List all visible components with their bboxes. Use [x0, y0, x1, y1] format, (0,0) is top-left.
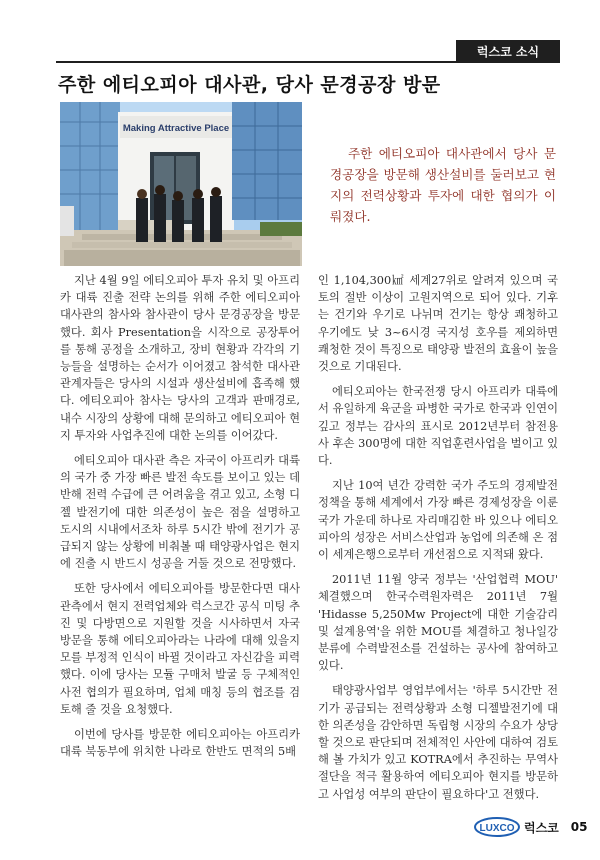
- article-paragraph: 인 1,104,300㎢ 세계27위로 알려져 있으며 국토의 절반 이상이 고원지역으로 되어 있다. 기후는 건기와 우기로 나뉘며 건기는 항상 쾌청하고 우기에도 낮 3~6시경 국지성 호우를 제외하면 쾌청한 것이 특징으로 태양광 발전의 효율이 높을 것으로 기대된다.: [318, 274, 558, 374]
- footer-brand-name: 럭스코: [524, 820, 559, 835]
- article-paragraph: 또한 당사에서 에티오피아를 방문한다면 대사관측에서 현지 전력업체와 럭스코간 공식 미팅 추진 및 다방면으로 지원할 것을 시사하면서 자국 방문을 통해 에티오피아라는 나라에 대해 있을지 모를 부정적 인식이 바뀔 것이라고 자신감을 피력했다. 이에 당사는 모듈 구매처 발굴 등 구체적인 사전 협의가 필요하며, 업체 매칭 등의 협조를 검토해 줄 것을 요청했다.: [60, 582, 300, 716]
- photo-sign-text: Making Attractive Place: [122, 123, 230, 134]
- photo-caption: 주한 에티오피아 대사관에서 당사 문경공장을 방문해 생산설비를 둘러보고 현지의 전력상황과 투자에 대한 협의가 이뤄졌다.: [330, 146, 556, 224]
- article-paragraph: 태양광사업부 영업부에서는 '하루 5시간만 전기가 공급되는 전력상황과 소형 디젤발전기에 대한 의존성을 감안하면 독립형 시장의 수요가 상당할 것으로 판단되며 전체적인 사안에 대하여 검토해 볼 가치가 있고 KOTRA에서 추진하는 무역사절단을 적극 활용하여 에티오피아 현지를 방문하고 사업성 여부의 판단이 필요하다'고 전했다.: [318, 684, 558, 801]
- section-label: 럭스코 소식: [456, 40, 560, 62]
- page-footer: [474, 816, 587, 838]
- article-right-column: [318, 272, 558, 811]
- article-paragraph: 지난 4월 9일 에티오피아 투자 유치 및 아프리카 대륙 진출 전략 논의를 위해 주한 에티오피아 대사관의 참사와 참사관이 당사 문경공장을 방문했다. 회사 Presentation을 시작으로 공장투어를 통해 공정을 소개하고, 장비 현황과 각각의 기능들을 설명하는 순서가 이어졌고 참석한 대사관 관계자들은 당사의 시설과 생산설비에 흡족해 했다. 에티오피아 참사는 당사의 고객과 판매경로, 내수 시장의 상황에 대해 문의하고 에티오피아 현지 투자와 사업추진에 대한 논의를 이어갔다.: [60, 274, 300, 442]
- article-left-column: [60, 272, 300, 768]
- article-paragraph: 에티오피아는 한국전쟁 당시 아프리카 대륙에서 유일하게 육군을 파병한 국가로 한국과 인연이 깊고 정부는 감사의 표시로 2012년부터 참전용사 후손 300명에 대한 직업훈련사업을 벌이고 있다.: [318, 385, 558, 468]
- logo-text: LUXCO: [479, 823, 515, 834]
- luxco-logo: [474, 817, 520, 837]
- article-paragraph: 지난 10여 년간 강력한 국가 주도의 경제발전 정책을 통해 세계에서 가장 빠른 경제성장을 이룬 국가 가운데 하나로 자리매김한 바 있으나 에티오피아의 성장은 서비스산업과 농업에 의존해 온 점이 세계은행으로부터 개선점으로 지적돼 왔다.: [318, 479, 558, 562]
- header-rule: [56, 61, 560, 63]
- article-paragraph: 이번에 당사를 방문한 에티오피아는 아프리카 대륙 북동부에 위치한 나라로 한반도 면적의 5배: [60, 728, 300, 759]
- article-photo: [60, 102, 302, 266]
- article-paragraph: 2011년 11월 양국 정부는 '산업협력 MOU' 체결했으며 한국수력원자력은 2011년 7월 'Hidasse 5,250Mw Project에 대한 기술감리 및 설계용역'을 위한 MOU를 체결하고 청나일강 분류에 수력발전소를 건설하는 공사에 참여하고 있다.: [318, 573, 558, 673]
- article-title: 주한 에티오피아 대사관, 당사 문경공장 방문: [58, 74, 441, 96]
- article-paragraph: 에티오피아 대사관 측은 자국이 아프리카 대륙의 국가 중 가장 빠른 발전 속도를 보이고 있는 데 반해 전력 수급에 큰 어려움을 겪고 있고, 소형 디젤 발전기에 대한 의존성이 높은 점을 설명하고 도시의 시내에서조차 하루 5시간 밖에 전기가 공급되지 않는 상황에 비춰볼 때 태양광사업은 현지에 진출 시 반드시 성공을 거둘 것으로 전망했다.: [60, 454, 300, 571]
- page-number: 05: [570, 820, 588, 834]
